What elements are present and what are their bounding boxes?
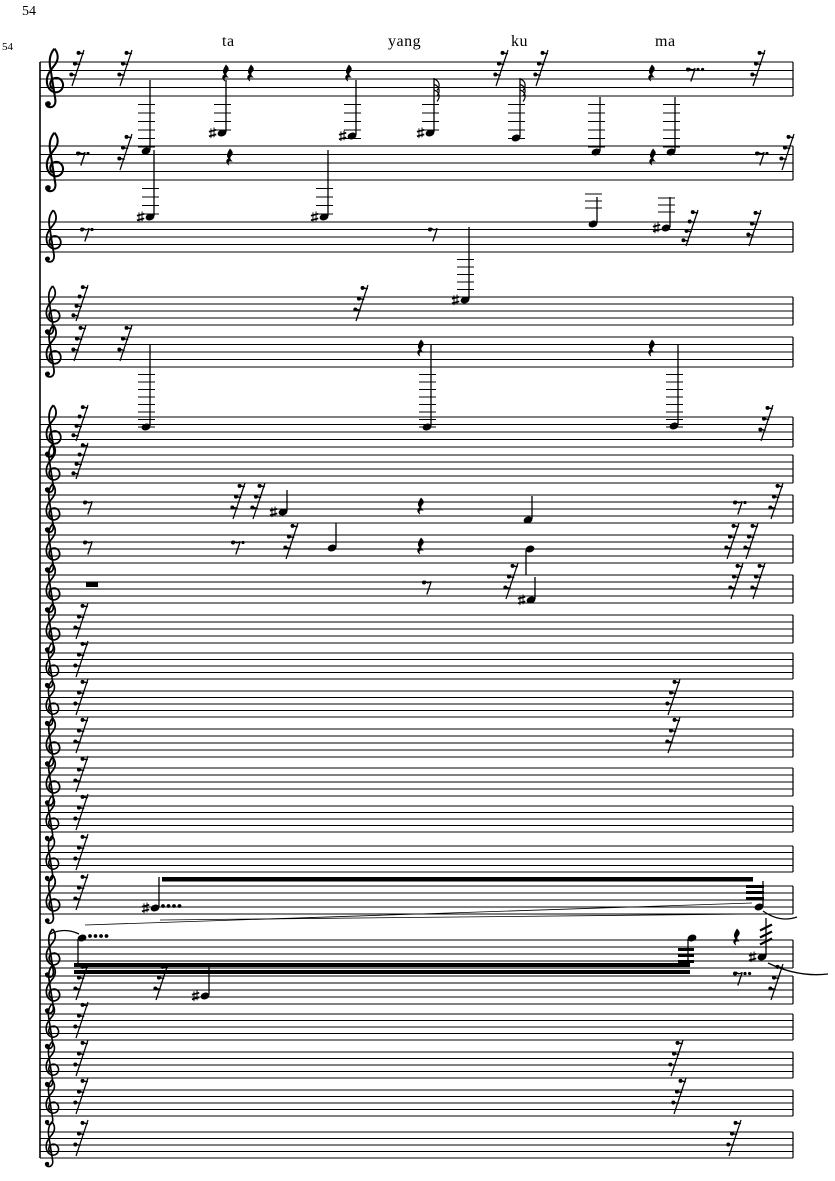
eighth-rest-icon [83, 501, 92, 515]
multirest-32nd-icon [768, 964, 783, 1000]
staff-4 [40, 285, 793, 334]
quarter-rest-icon [418, 538, 424, 554]
quarter-rest-icon [418, 340, 424, 356]
sharp-accidental [311, 211, 318, 222]
multirest-32nd-icon [665, 679, 680, 715]
quarter-rest-icon [649, 340, 655, 356]
note [663, 97, 680, 157]
multirest-32nd-icon [117, 325, 132, 361]
multirest-32nd-icon [743, 523, 758, 559]
multirest-32nd-icon [758, 405, 773, 441]
staff-7 [40, 443, 793, 492]
eighth-rest-icon [83, 541, 92, 555]
multirest-32nd-icon [73, 964, 88, 1000]
staff-19 [40, 918, 793, 977]
staff-5 [40, 325, 793, 432]
multirest-32nd-icon [665, 717, 680, 753]
multirest-32nd-icon [69, 50, 84, 86]
multirest-32nd-icon [768, 483, 783, 519]
note [138, 80, 155, 156]
staff-15 [40, 756, 793, 805]
multirest-32nd-icon [71, 405, 88, 441]
lyric-syllable: ta [222, 33, 235, 50]
tremolo-beam [678, 960, 694, 963]
treble-clef-icon [45, 929, 59, 977]
multirest-32nd-icon [668, 1040, 683, 1076]
multirest-32nd-icon [73, 717, 88, 753]
staff-21 [40, 1002, 793, 1049]
multirest-32nd-icon [73, 679, 88, 715]
tremolo-beam [746, 885, 764, 888]
multirest-32nd-icon [73, 874, 88, 910]
multirest-32nd-icon [230, 483, 245, 519]
tremolo-beam [746, 897, 764, 900]
multirest-32nd-icon [750, 563, 765, 599]
sharp-accidental [339, 130, 346, 141]
sharp-accidental [653, 222, 660, 233]
note [311, 150, 333, 222]
multirest-32nd-icon [73, 641, 88, 677]
multirest-32nd-icon [73, 834, 88, 870]
sharp-accidental [417, 127, 424, 138]
eighth-rest-icon [80, 228, 94, 242]
sharp-accidental [209, 127, 216, 138]
tremolo-beam [74, 970, 690, 974]
multirest-32nd-icon [73, 1120, 88, 1156]
multirest-32nd-icon [353, 285, 368, 321]
multirest-32nd-icon [153, 964, 168, 1000]
note [518, 577, 536, 605]
multirest-32nd-icon [728, 563, 743, 599]
multirest-32nd-icon [671, 1078, 686, 1114]
staff-24 [40, 1120, 793, 1167]
staff-10 [40, 563, 793, 612]
staff-8 [40, 483, 793, 532]
note [270, 490, 288, 517]
multirest-32nd-icon [117, 50, 132, 86]
multirest-32nd-icon [283, 523, 298, 559]
whole-rest-icon [86, 583, 98, 588]
multirest-32nd-icon [779, 134, 794, 170]
treble-clef-icon [45, 1122, 58, 1167]
eighth-rest-icon [733, 501, 747, 515]
treble-clef-icon [45, 210, 60, 262]
treble-clef-icon [45, 405, 60, 457]
note [588, 97, 605, 157]
lyric-syllable: yang [388, 33, 422, 50]
multirest-32nd-icon [750, 50, 765, 86]
multirest-32nd-icon [503, 563, 518, 599]
sustained-notes-overlay [50, 877, 828, 975]
multirest-32nd-icon [71, 443, 88, 479]
multirest-32nd-icon [73, 756, 88, 792]
staff-6 [40, 405, 793, 457]
treble-clef-icon [45, 875, 59, 923]
note [419, 345, 436, 432]
tremolo-beam [162, 877, 753, 882]
multirest-32nd-icon [250, 483, 265, 519]
sharp-accidental [270, 506, 277, 517]
multirest-32nd-icon [746, 210, 761, 246]
multirest-32nd-icon [726, 1120, 741, 1156]
multirest-32nd-icon [73, 1040, 88, 1076]
note [339, 80, 361, 141]
multirest-32nd-icon [71, 285, 88, 321]
staff-1 [40, 49, 793, 157]
note [653, 197, 675, 233]
sharp-accidental [142, 902, 149, 913]
note [327, 523, 338, 553]
multirest-32nd-icon [73, 1078, 88, 1114]
sharp-accidental [749, 951, 756, 962]
sharp-accidental [452, 294, 459, 305]
note [142, 877, 181, 913]
multirest-32nd-icon [117, 134, 132, 170]
eighth-rest-icon [428, 228, 437, 242]
slur-curve [763, 911, 797, 919]
tremolo-beam [746, 891, 764, 894]
note [523, 496, 534, 525]
staff-17 [40, 834, 793, 881]
sharp-accidental [192, 990, 199, 1001]
multirest-32nd-icon [493, 50, 508, 86]
note [137, 150, 159, 222]
staff-11 [40, 603, 793, 652]
staff-2 [40, 133, 794, 222]
multirest-32nd-icon [71, 325, 86, 361]
note [209, 80, 231, 138]
quarter-rest-icon [734, 929, 740, 945]
lyric-syllable: ku [511, 33, 528, 50]
note [452, 227, 474, 305]
measure-number-small: 54 [2, 41, 13, 53]
note [585, 194, 602, 229]
treble-clef-icon [45, 49, 63, 108]
multirest-32nd-icon [73, 794, 88, 830]
staff-9 [40, 523, 793, 575]
note [525, 544, 536, 575]
sharp-accidental [137, 211, 144, 222]
staff-3 [40, 194, 793, 305]
staff-14 [40, 717, 793, 766]
tremolo-beam [74, 963, 690, 967]
staff-16 [40, 794, 793, 841]
note [666, 345, 683, 431]
slur-curve [768, 963, 828, 975]
eighth-rest-icon [422, 581, 431, 595]
note [138, 345, 155, 432]
staff-23 [40, 1078, 793, 1125]
multirest-32nd-icon [681, 210, 698, 246]
lyric-syllable: ma [655, 33, 676, 50]
eighth-rest-icon [231, 541, 245, 555]
tremolo-beam [678, 948, 694, 951]
treble-clef-icon [45, 836, 58, 881]
note [77, 933, 109, 963]
multirest-32nd-icon [73, 1002, 88, 1038]
treble-clef-icon [45, 133, 63, 192]
multirest-32nd-icon [533, 50, 548, 86]
note [417, 78, 439, 138]
measure-number-large: 54 [22, 4, 36, 19]
multirest-32nd-icon [724, 523, 739, 559]
tremolo-beam [678, 954, 694, 957]
quarter-rest-icon [418, 498, 424, 514]
multirest-32nd-icon [73, 603, 88, 639]
